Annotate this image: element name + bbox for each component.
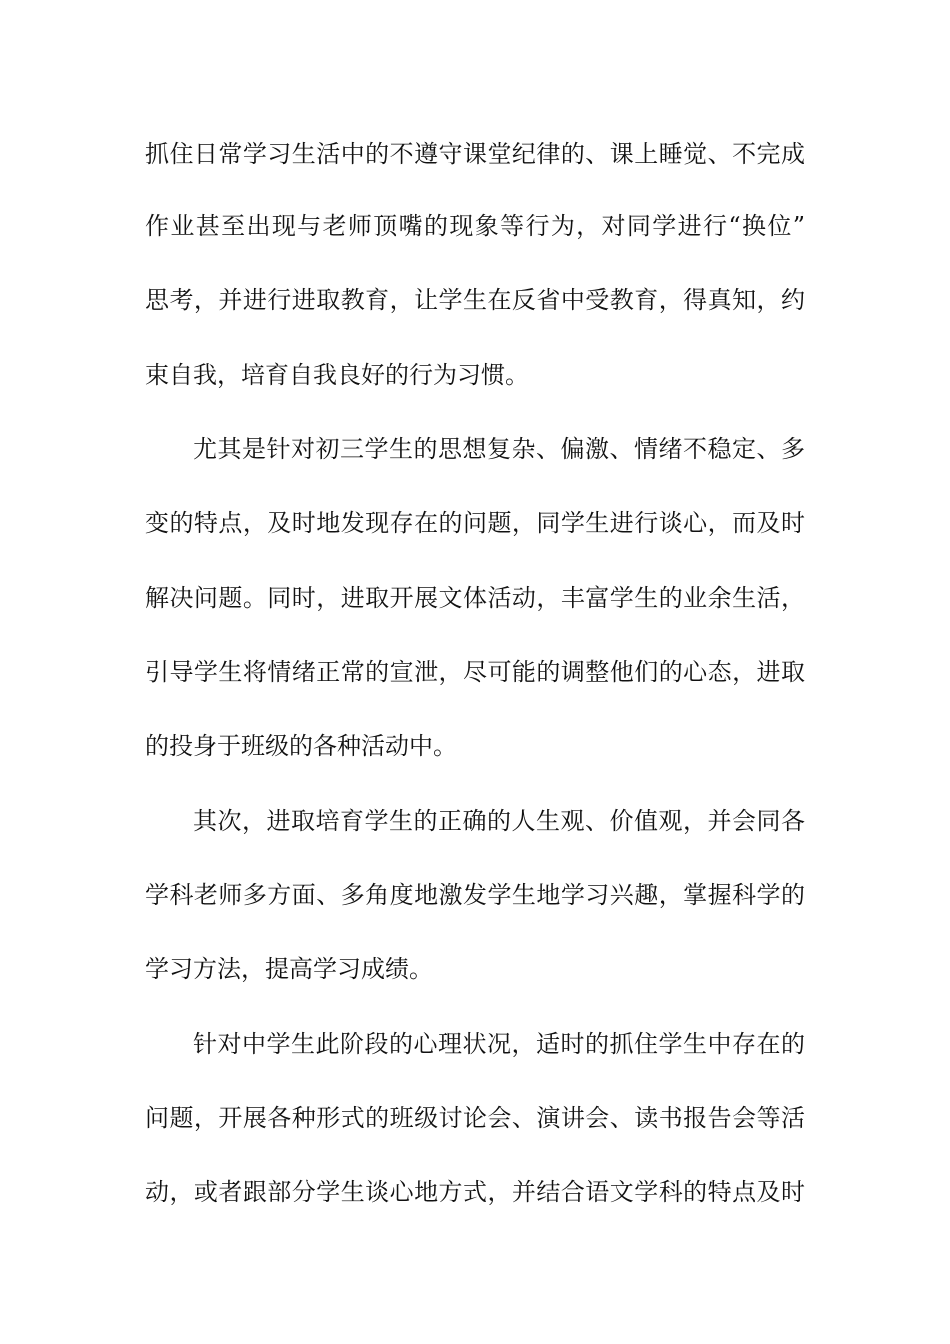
text-line-1: 抓住日常学习生活中的不遵守课堂纪律的、课上睡觉、不完成 bbox=[145, 140, 805, 168]
text-line-14: 问题，开展各种形式的班级讨论会、演讲会、读书报告会等活 bbox=[145, 1104, 805, 1132]
text-line-15: 动，或者跟部分学生谈心地方式，并结合语文学科的特点及时 bbox=[145, 1178, 805, 1206]
text-line-3: 思考，并进行进取教育，让学生在反省中受教育，得真知，约 bbox=[145, 286, 805, 314]
text-line-12: 学习方法，提高学习成绩。 bbox=[145, 955, 433, 983]
paragraph-start-line-5: 尤其是针对初三学生的思想复杂、偏激、情绪不稳定、多 bbox=[193, 435, 805, 463]
text-line-7: 解决问题。同时，进取开展文体活动，丰富学生的业余生活， bbox=[145, 584, 805, 612]
paragraph-start-line-13: 针对中学生此阶段的心理状况，适时的抓住学生中存在的 bbox=[193, 1030, 805, 1058]
text-line-11: 学科老师多方面、多角度地激发学生地学习兴趣，掌握科学的 bbox=[145, 881, 805, 909]
text-line-6: 变的特点，及时地发现存在的问题，同学生进行谈心，而及时 bbox=[145, 509, 805, 537]
text-line-8: 引导学生将情绪正常的宣泄，尽可能的调整他们的心态，进取 bbox=[145, 658, 805, 686]
text-line-9: 的投身于班级的各种活动中。 bbox=[145, 732, 457, 760]
text-line-4: 束自我，培育自我良好的行为习惯。 bbox=[145, 361, 529, 389]
text-line-2: 作业甚至出现与老师顶嘴的现象等行为，对同学进行“换位” bbox=[145, 212, 805, 240]
paragraph-start-line-10: 其次，进取培育学生的正确的人生观、价值观，并会同各 bbox=[193, 807, 805, 835]
